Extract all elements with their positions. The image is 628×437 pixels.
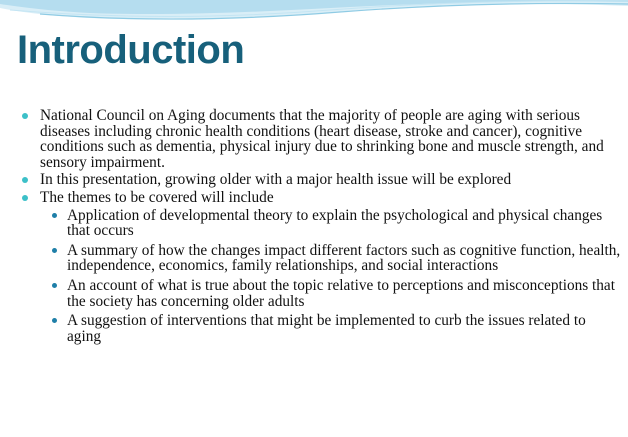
bullet-text: National Council on Aging documents that the majority of people are aging with serious diseases including chronic health conditions (heart disease, stroke and cancer), cognitive conditions such as dementia, physical injury due to shrinking bone and muscle strength, and sensory impairment.: [40, 107, 604, 171]
bullet-item: [22, 190, 622, 344]
sub-bullet-list: [40, 208, 622, 345]
sub-bullet-dot-icon: [52, 213, 57, 218]
bullet-dot-icon: [22, 195, 28, 201]
bullet-text: In this presentation, growing older with a major health issue will be explored: [40, 171, 512, 189]
sub-bullet-text: A summary of how the changes impact different factors such as cognitive function, health, independence, economics, family relationships, and social interactions: [67, 241, 621, 275]
bullet-text: The themes to be covered will include: [40, 188, 274, 206]
sub-bullet-dot-icon: [52, 318, 57, 323]
bullet-item: [22, 108, 622, 170]
bullet-dot-icon: [22, 113, 28, 119]
sub-bullet-item: [40, 208, 622, 239]
sub-bullet-text: An account of what is true about the topic relative to perceptions and misconceptions that the society has concerning older adults: [67, 276, 615, 310]
sub-bullet-item: [40, 278, 622, 309]
bullet-dot-icon: [22, 177, 28, 183]
bullet-item: [22, 172, 622, 188]
sub-bullet-text: A suggestion of interventions that might be implemented to curb the issues related to aging: [67, 312, 586, 345]
decorative-wave-banner: [0, 0, 628, 30]
bullet-list: [22, 108, 622, 344]
slide-body: [22, 108, 622, 348]
sub-bullet-text: Application of developmental theory to explain the psychological and physical changes that occurs: [67, 206, 603, 240]
sub-bullet-item: [40, 313, 622, 344]
sub-bullet-dot-icon: [52, 248, 57, 253]
sub-bullet-dot-icon: [52, 283, 57, 288]
sub-bullet-item: [40, 243, 622, 274]
slide-title: Introduction: [17, 28, 245, 72]
